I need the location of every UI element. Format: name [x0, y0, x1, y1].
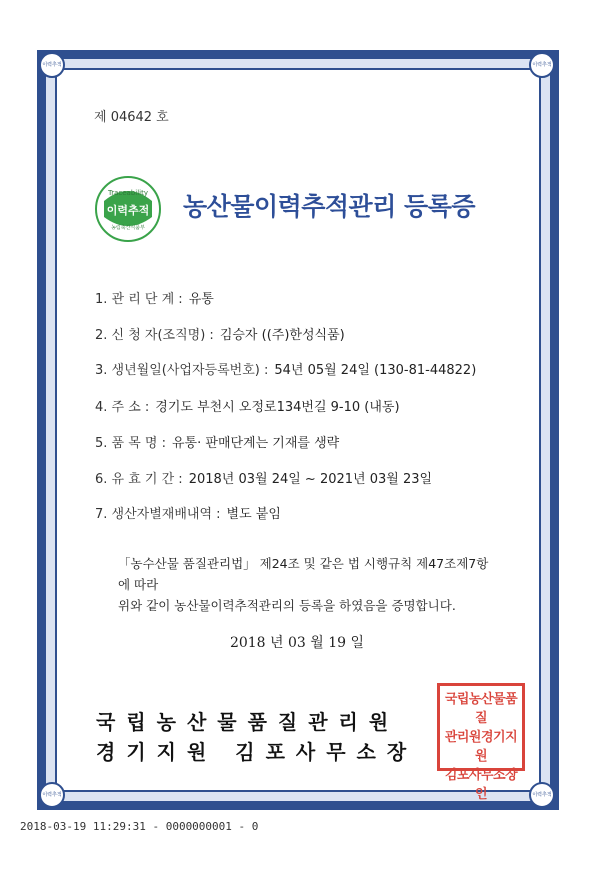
field-item-name — [95, 432, 339, 451]
field-value: 유통· 판매단계는 기재를 생략 — [172, 436, 340, 451]
seal-line: 김포사무소장인 — [444, 768, 518, 802]
corner-ornament-bottom-left — [39, 782, 65, 808]
certificate-title: 농산물이력추적관리 등록증 — [183, 192, 476, 221]
certification-statement — [118, 553, 498, 616]
corner-ornament-bottom-right — [529, 782, 555, 808]
field-producer-cultivation — [95, 503, 281, 522]
field-label: 4. 주 소 : — [95, 400, 150, 415]
field-management-stage — [95, 288, 214, 307]
field-validity-period — [95, 468, 432, 487]
statement-line: 위와 같이 농산물이력추적관리의 등록을 하였음을 증명합니다. — [118, 598, 456, 613]
seal-line: 국립농산물품질 — [444, 692, 518, 726]
statement-line: 「농수산물 품질관리법」 제24조 및 같은 법 시행규칙 제47조제7항에 따라 — [118, 556, 489, 592]
print-timestamp: 2018-03-19 11:29:31 - 0000000001 - 0 — [20, 820, 259, 833]
field-value: 별도 붙임 — [226, 507, 281, 522]
field-value: 2018년 03월 24일 ~ 2021년 03월 23일 — [188, 472, 433, 487]
corner-label: 이력추적 — [42, 792, 62, 798]
issuer-name: 국립농산물품질관리원 — [96, 710, 400, 734]
logo-main-text: 이력추적 — [106, 204, 150, 217]
issuer-office: 경기지원 김포사무소장 — [96, 740, 418, 764]
field-applicant — [95, 324, 345, 343]
field-label: 5. 품 목 명 : — [95, 436, 166, 451]
field-value: 유통 — [188, 292, 214, 307]
field-label: 7. 생산자별재배내역 : — [95, 507, 221, 522]
field-birthdate-business-number — [95, 359, 476, 378]
corner-ornament-top-right — [529, 52, 555, 78]
logo-top-text: Traceability — [107, 189, 149, 197]
official-seal — [437, 683, 525, 802]
seal-line: 관리원경기지원 — [444, 730, 518, 764]
field-value: 경기도 부천시 오정로134번길 9-10 (내동) — [155, 400, 400, 415]
certificate-number: 제 04642 호 — [94, 110, 169, 125]
corner-label: 이력추적 — [532, 62, 552, 68]
field-value: 김승자 ((주)한성식품) — [219, 328, 345, 343]
field-address — [95, 396, 400, 415]
field-label: 1. 관 리 단 계 : — [95, 292, 183, 307]
logo-bottom-text: 농림축산식품부 — [111, 225, 145, 231]
corner-ornament-top-left — [39, 52, 65, 78]
field-label: 2. 신 청 자(조직명) : — [95, 328, 214, 343]
traceability-logo-icon — [94, 175, 162, 243]
field-label: 6. 유 효 기 간 : — [95, 472, 183, 487]
issue-date: 2018 년 03 월 19 일 — [229, 635, 365, 651]
corner-label: 이력추적 — [42, 62, 62, 68]
field-label: 3. 생년월일(사업자등록번호) : — [95, 363, 269, 378]
corner-label: 이력추적 — [532, 792, 552, 798]
field-value: 54년 05월 24일 (130-81-44822) — [274, 363, 477, 378]
